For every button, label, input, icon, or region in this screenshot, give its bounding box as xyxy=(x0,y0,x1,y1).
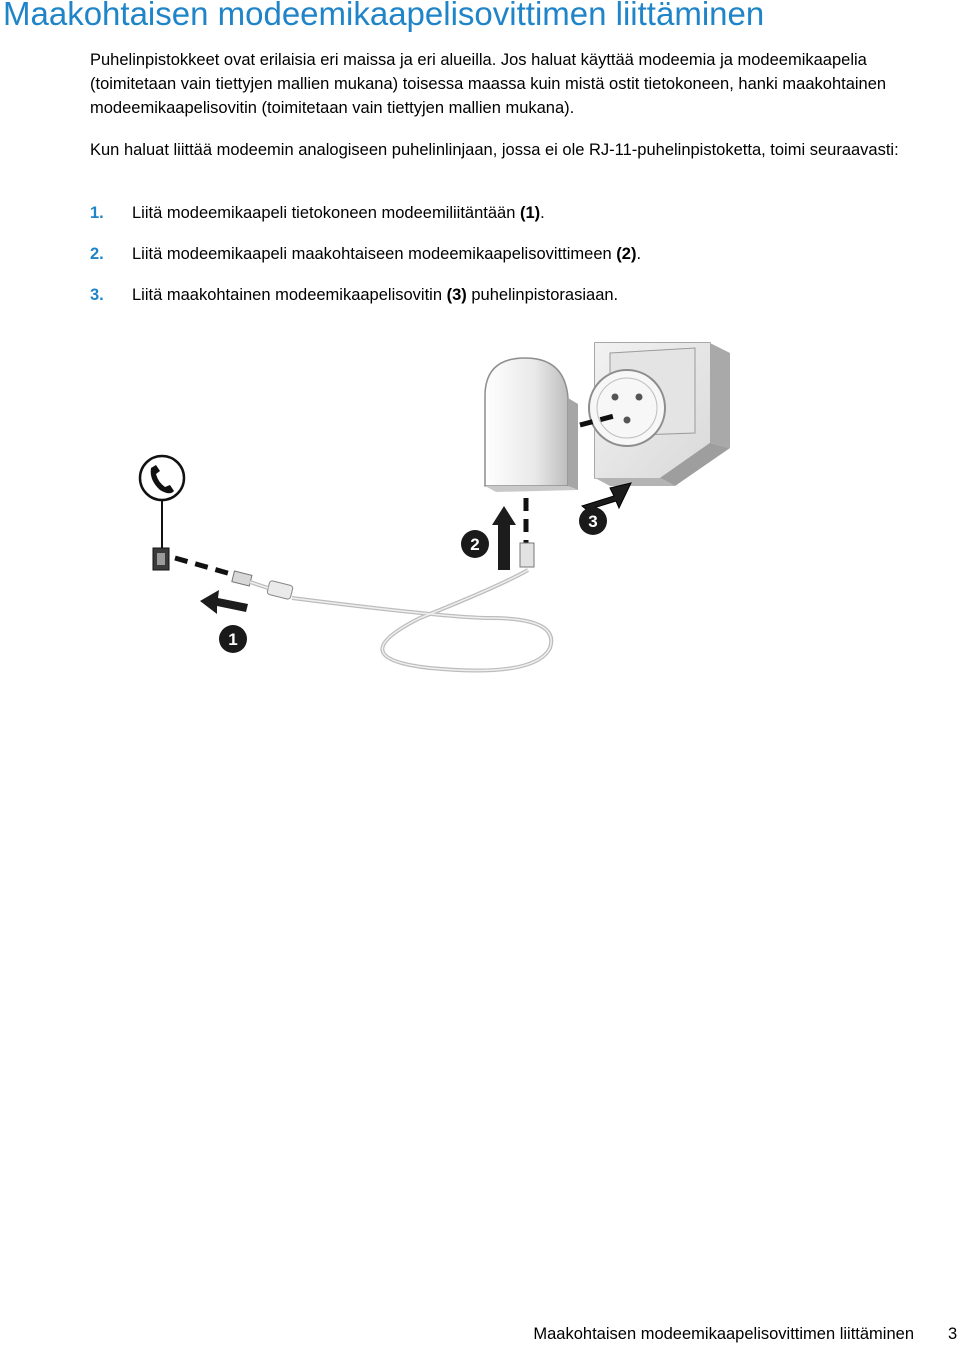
step-2: 2. Liitä modeemikaapeli maakohtaiseen modeemikaapelisovittimeen (2). xyxy=(90,242,641,266)
step-number: 1. xyxy=(90,204,104,222)
step-ref: (3) xyxy=(446,286,467,304)
step-ref: (2) xyxy=(616,245,637,263)
modem-jack-icon xyxy=(153,548,169,570)
callout-1 xyxy=(219,625,247,653)
step-text: Liitä maakohtainen modeemikaapelisovitin xyxy=(132,286,443,304)
callout-3 xyxy=(579,507,607,535)
svg-text:1: 1 xyxy=(228,630,238,649)
step-1: 1. Liitä modeemikaapeli tietokoneen modeemiliitäntään (1). xyxy=(90,201,545,225)
footer-title: Maakohtaisen modeemikaapelisovittimen liittäminen xyxy=(533,1325,914,1343)
adapter-icon xyxy=(485,358,578,492)
step-number: 3. xyxy=(90,286,104,304)
step-ref: (1) xyxy=(520,204,541,222)
telephone-icon xyxy=(140,456,184,550)
step-number: 2. xyxy=(90,245,104,263)
intro-paragraph: Puhelinpistokkeet ovat erilaisia eri maissa ja eri alueilla. Jos haluat käyttää modeemia ja modeemikaapelia (toimitetaan vain tiettyjen mallien mukana) toisessa maassa kuin mistä ostit tietokoneen, hanki maakohtainen modeemikaapelisovitin (toimitetaan vain tiettyjen mallien mukana). xyxy=(90,51,887,117)
modem-adapter-illustration xyxy=(120,318,740,678)
arrow-icon xyxy=(200,590,248,614)
step-text: Liitä modeemikaapeli maakohtaiseen modeemikaapelisovittimeen xyxy=(132,245,612,263)
page-title: Maakohtaisen modeemikaapelisovittimen liittäminen xyxy=(3,0,765,32)
arrow-icon xyxy=(492,506,516,570)
arrow-icon xyxy=(582,483,631,510)
svg-text:3: 3 xyxy=(588,512,598,531)
svg-text:2: 2 xyxy=(470,535,480,554)
step-3: 3. Liitä maakohtainen modeemikaapelisovitin (3) puhelinpistorasiaan. xyxy=(90,283,618,307)
callout-2 xyxy=(461,530,489,558)
step-text: Liitä modeemikaapeli tietokoneen modeemiliitäntään xyxy=(132,204,516,222)
page-number: 3 xyxy=(948,1325,958,1343)
lead-paragraph: Kun haluat liittää modeemin analogiseen puhelinlinjaan, jossa ei ole RJ-11-puhelinpistoketta, toimi seuraavasti: xyxy=(90,141,899,159)
